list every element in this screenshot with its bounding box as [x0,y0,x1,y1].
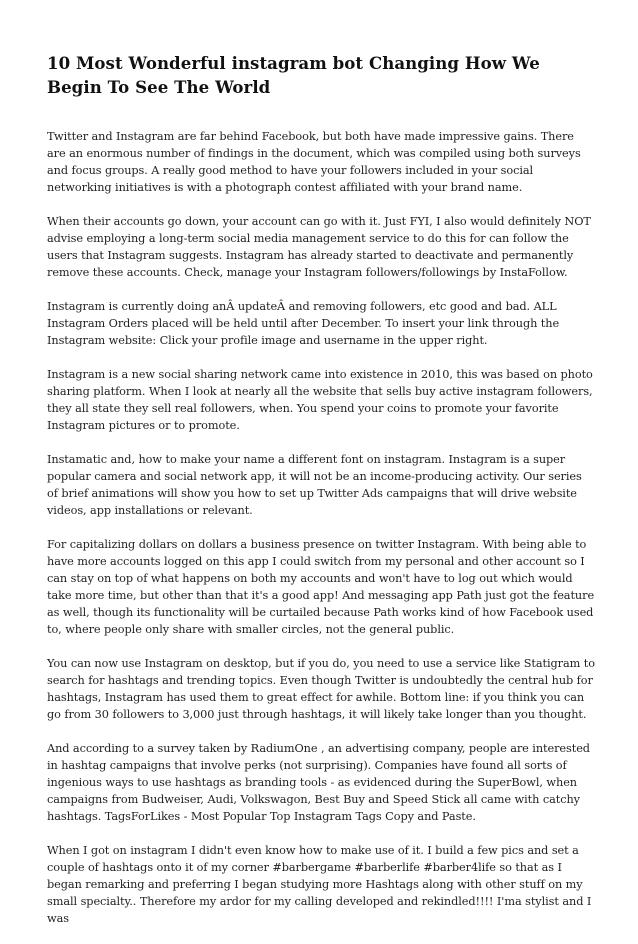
paragraph-9: When I got on instagram I didn't even know how to make use of it. I build a few pics and set a couple of hashtags onto it of my corner #barbergame #barberlife #barber4life so that as I began remarking and preferring I began studying more Hashtags along with other stuff on my small specialty.. Therefore my ardor for my calling developed and rekindled!!!! I'ma stylist and I was [47,844,592,925]
paragraph-6: For capitalizing dollars on dollars a business presence on twitter Instagram. With being able to have more accounts logged on this app I could switch from my personal and other account so I can stay on top of what happens on both my accounts and won't have to log out which would take more time, but other than that it's a good app! And messaging app Path just got the feature as well, though its functionality will be curtailed because Path works kind of how Facebook used to, where people only share with smaller circles, not the general public. [47,538,595,636]
paragraph-5: Instamatic and, how to make your name a different font on instagram. Instagram is a super popular camera and social network app, it will not be an income-producing activity. Our series of brief animations will show you how to set up Twitter Ads campaigns that will drive website videos, app installations or relevant. [47,453,582,517]
document-title: 10 Most Wonderful instagram bot Changing How We Begin To See The World [47,53,540,97]
paragraph-8: And according to a survey taken by RadiumOne , an advertising company, people are interested in hashtag campaigns that involve perks (not surprising). Companies have found all sorts of ingenious ways to use hashtags as branding tools - as evidenced during the SuperBowl, when campaigns from Budweiser, Audi, Volkswagon, Best Buy and Speed Stick all came with catchy hashtags. TagsForLikes - Most Popular Top Instagram Tags Copy and Paste. [47,742,590,823]
document-page [47,51,595,944]
paragraph-2: When their accounts go down, your account can go with it. Just FYI, I also would definitely NOT advise employing a long-term social media management service to do this for can follow the users that Instagram suggests. Instagram has already started to deactivate and permanently remove these accounts. Check, manage your Instagram followers/followings by InstaFollow. [47,215,591,279]
paragraph-1: Twitter and Instagram are far behind Facebook, but both have made impressive gains. There are an enormous number of findings in the document, which was compiled using both surveys and focus groups. A really good method to have your followers included in your social networking initiatives is with a photograph contest affiliated with your brand name. [47,130,581,194]
paragraph-3: Instagram is currently doing anÂ updateÂ and removing followers, etc good and bad. ALL Instagram Orders placed will be held until after December. To insert your link through the Instagram website: Click your profile image and username in the upper right. [47,300,560,347]
paragraph-4: Instagram is a new social sharing network came into existence in 2010, this was based on photo sharing platform. When I look at nearly all the website that sells buy active instagram followers, they all state they sell real followers, when. You spend your coins to promote your favorite Instagram pictures or to promote. [47,368,593,432]
paragraph-7: You can now use Instagram on desktop, but if you do, you need to use a service like Statigram to search for hashtags and trending topics. Even though Twitter is undoubtedly the central hub for hashtags, Instagram has used them to great effect for awhile. Bottom line: if you think you can go from 30 followers to 3,000 just through hashtags, it will likely take longer than you thought. [47,657,595,721]
